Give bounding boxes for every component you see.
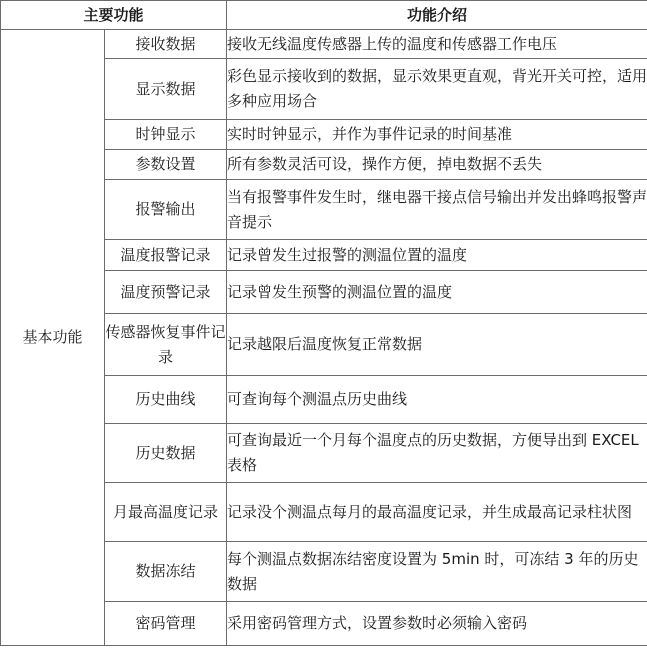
function-name: 接收数据 — [105, 30, 227, 59]
function-desc: 所有参数灵活可设，操作方便，掉电数据不丢失 — [227, 150, 647, 180]
function-name: 温度预警记录 — [105, 271, 227, 314]
function-name: 温度报警记录 — [105, 240, 227, 271]
function-desc: 记录曾发生预警的测温位置的温度 — [227, 271, 647, 314]
function-desc: 可查询最近一个月每个温度点的历史数据，方便导出到 EXCEL 表格 — [227, 424, 647, 483]
function-name: 时钟显示 — [105, 120, 227, 150]
header-main-function: 主要功能 — [1, 1, 227, 30]
function-desc: 每个测温点数据冻结密度设置为 5min 时，可冻结 3 年的历史数据 — [227, 542, 647, 602]
function-name: 密码管理 — [105, 602, 227, 646]
function-desc: 采用密码管理方式，设置参数时必须输入密码 — [227, 602, 647, 646]
function-name: 报警输出 — [105, 180, 227, 240]
function-name: 月最高温度记录 — [105, 483, 227, 542]
function-desc: 记录曾发生过报警的测温位置的温度 — [227, 240, 647, 271]
function-name: 参数设置 — [105, 150, 227, 180]
function-desc: 接收无线温度传感器上传的温度和传感器工作电压 — [227, 30, 647, 59]
function-name: 历史数据 — [105, 424, 227, 483]
function-desc: 实时时钟显示，并作为事件记录的时间基准 — [227, 120, 647, 150]
function-name: 传感器恢复事件记录 — [105, 314, 227, 376]
function-desc: 可查询每个测温点历史曲线 — [227, 376, 647, 424]
header-function-intro: 功能介绍 — [227, 1, 647, 30]
function-desc: 当有报警事件发生时，继电器干接点信号输出并发出蜂鸣报警声音提示 — [227, 180, 647, 240]
function-name: 数据冻结 — [105, 542, 227, 602]
function-name: 历史曲线 — [105, 376, 227, 424]
function-desc: 记录越限后温度恢复正常数据 — [227, 314, 647, 376]
function-name: 显示数据 — [105, 59, 227, 120]
category-cell: 基本功能 — [1, 30, 105, 646]
function-desc: 彩色显示接收到的数据，显示效果更直观，背光开关可控，适用多种应用场合 — [227, 59, 647, 120]
table-row — [1, 30, 647, 59]
table-header-row — [1, 1, 647, 30]
function-desc: 记录没个测温点每月的最高温度记录，并生成最高记录柱状图 — [227, 483, 647, 542]
